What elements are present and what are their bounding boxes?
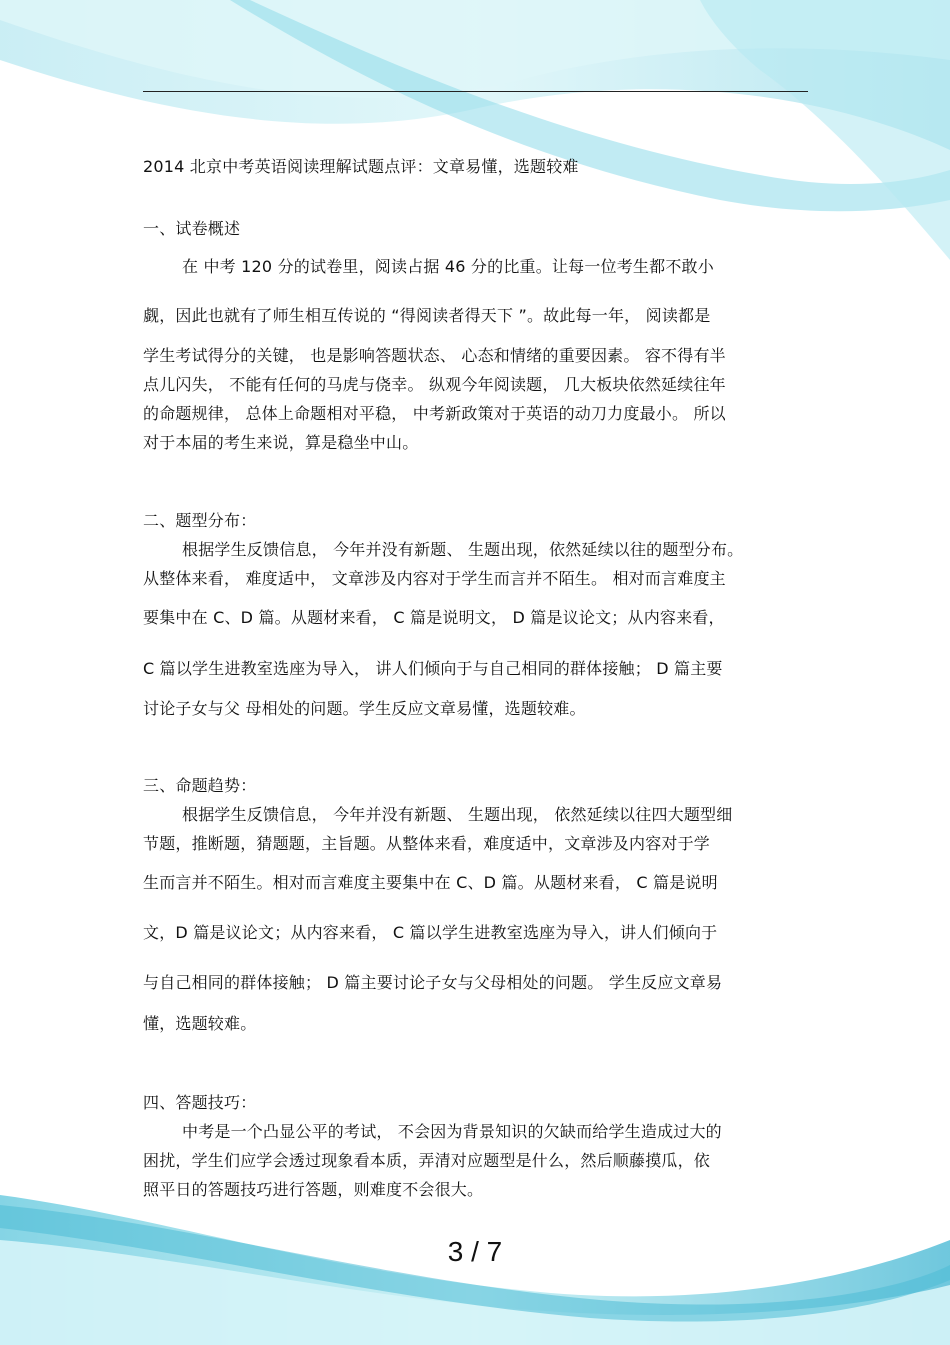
- paragraph-line: 要集中在 C、D 篇。从题材来看， C 篇是说明文， D 篇是议论文；从内容来看，: [143, 608, 725, 627]
- paragraph-line: 与自己相同的群体接触； D 篇主要讨论子女与父母相处的问题。 学生反应文章易: [143, 973, 723, 992]
- paragraph-line: 从整体来看， 难度适中， 文章涉及内容对于学生而言并不陌生。 相对而言难度主: [143, 569, 726, 588]
- paragraph-line: 懂，选题较难。: [143, 1014, 257, 1033]
- paragraph-line: 中考是一个凸显公平的考试， 不会因为背景知识的欠缺而给学生造成过大的: [182, 1122, 722, 1141]
- paragraph-line: C 篇以学生进教室选座为导入， 讲人们倾向于与自己相同的群体接触； D 篇主要: [143, 659, 723, 678]
- document-title: 2014 北京中考英语阅读理解试题点评：文章易懂，选题较难: [143, 157, 579, 176]
- page-number: 3 / 7: [447, 1236, 503, 1267]
- paragraph-line: 讨论子女与父 母相处的问题。学生反应文章易懂，选题较难。: [143, 699, 586, 718]
- section-3-heading: 三、命题趋势：: [143, 776, 257, 795]
- paragraph-line: 对于本届的考生来说，算是稳坐中山。: [143, 433, 419, 452]
- paragraph-line: 的命题规律， 总体上命题相对平稳， 中考新政策对于英语的动刀力度最小。 所以: [143, 404, 726, 423]
- paragraph-line: 照平日的答题技巧进行答题，则难度不会很大。: [143, 1180, 484, 1199]
- section-1-heading: 一、试卷概述: [143, 219, 241, 238]
- paragraph-line: 根据学生反馈信息， 今年并没有新题、 生题出现， 依然延续以往四大题型细: [182, 805, 733, 824]
- paragraph-line: 节题，推断题，猜题题，主旨题。从整体来看，难度适中，文章涉及内容对于学: [143, 834, 711, 853]
- paragraph-line: 根据学生反馈信息， 今年并没有新题、 生题出现，依然延续以往的题型分布。: [182, 540, 744, 559]
- paragraph-line: 觑，因此也就有了师生相互传说的 “得阅读者得天下 ”。故此每一年， 阅读都是: [143, 306, 711, 325]
- top-wave-right: [700, 0, 950, 260]
- paragraph-line: 点儿闪失， 不能有任何的马虎与侥幸。 纵观今年阅读题， 几大板块依然延续往年: [143, 375, 726, 394]
- section-2-heading: 二、题型分布：: [143, 511, 257, 530]
- paragraph-line: 文，D 篇是议论文；从内容来看， C 篇以学生进教室选座为导入，讲人们倾向于: [143, 923, 718, 942]
- paragraph-line: 生而言并不陌生。相对而言难度主要集中在 C、D 篇。从题材来看， C 篇是说明: [143, 873, 718, 892]
- paragraph-line: 困扰，学生们应学会透过现象看本质，弄清对应题型是什么，然后顺藤摸瓜，依: [143, 1151, 711, 1170]
- paragraph-line: 学生考试得分的关键， 也是影响答题状态、 心态和情绪的重要因素。 容不得有半: [143, 346, 726, 365]
- section-4-heading: 四、答题技巧：: [143, 1093, 257, 1112]
- paragraph-line: 在 中考 120 分的试卷里，阅读占据 46 分的比重。让每一位考生都不敢小: [182, 257, 714, 276]
- header-rule: [143, 91, 808, 92]
